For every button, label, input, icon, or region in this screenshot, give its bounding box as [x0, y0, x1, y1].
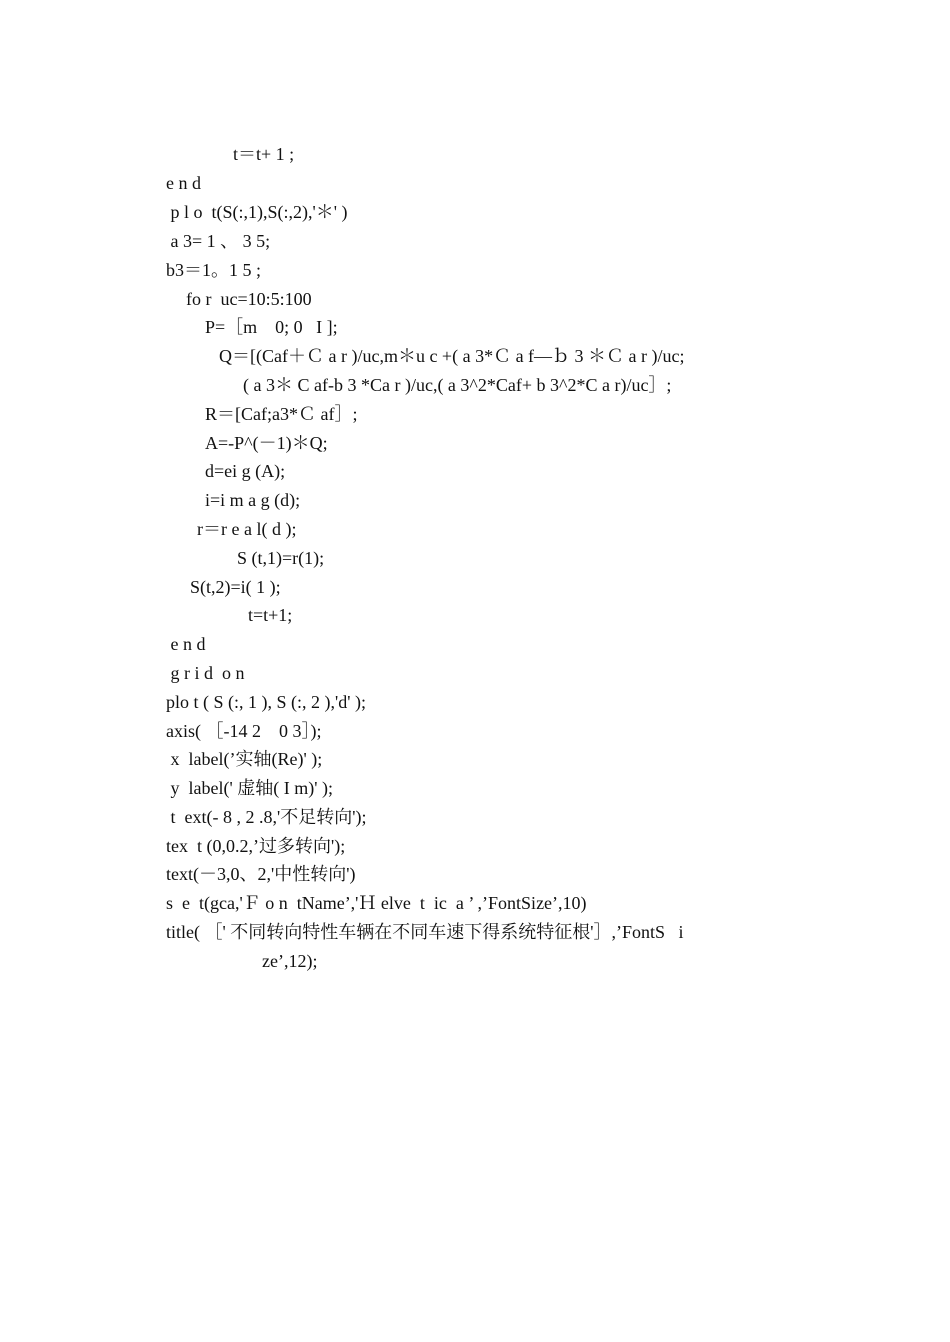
code-line: axis( ［-14 2 0 3］);: [166, 721, 322, 741]
code-line: g r i d o n: [166, 663, 245, 683]
code-line: s e t(gca,'Ｆ o n tName’,'Ｈ elve t ic a ’ ,’FontSize’,10): [166, 893, 587, 913]
code-line: S(t,2)=i( 1 );: [190, 577, 281, 597]
code-line: x label(’实轴(Re)' );: [166, 749, 323, 769]
code-line: S (t,1)=r(1);: [237, 548, 325, 568]
code-line: title( ［' 不同转向特性车辆在不同车速下得系统特征根'］,’FontS i: [166, 922, 684, 942]
code-line: t ext(- 8 , 2 .8,'不足转向');: [166, 807, 367, 827]
code-line: fo r uc=10:5:100: [186, 289, 312, 309]
code-line: R＝[Caf;a3*Ｃ af］;: [205, 404, 358, 424]
code-line: ze’,12);: [262, 951, 318, 971]
code-line: p l o t(S(:,1),S(:,2),'＊' ): [166, 202, 348, 222]
code-line: i=i m a g (d);: [205, 490, 301, 510]
code-line: y label(' 虚轴( I m)' );: [166, 778, 333, 798]
code-line: P=［m 0; 0 I ];: [205, 317, 338, 337]
code-line: tex t (0,0.2,’过多转向');: [166, 836, 346, 856]
code-line: t=t+1;: [248, 605, 293, 625]
code-line: t＝t+ 1 ;: [233, 144, 295, 164]
code-line: b3＝1。1 5 ;: [166, 260, 262, 280]
code-line: plo t ( S (:, 1 ), S (:, 2 ),'d' );: [166, 692, 366, 712]
code-line: e n d: [166, 634, 206, 654]
code-line: Q＝[(Caf＋Ｃ a r )/uc,m＊u c +( a 3*Ｃ a f—ｂ 3 ＊Ｃ a r )/uc;: [219, 346, 685, 366]
code-line: A=-P^(－1)＊Q;: [205, 433, 328, 453]
code-line: d=ei g (A);: [205, 461, 286, 481]
code-line: r＝r e a l( d );: [197, 519, 297, 539]
code-line: text(－3,0、2,'中性转向'): [166, 864, 356, 884]
code-line: e n d: [166, 173, 201, 193]
code-line: a 3= 1 、 3 5;: [166, 231, 271, 251]
code-line: ( a 3＊ C af-b 3 *Ca r )/uc,( a 3^2*Caf+ b 3^2*C a r)/uc］;: [243, 375, 672, 395]
